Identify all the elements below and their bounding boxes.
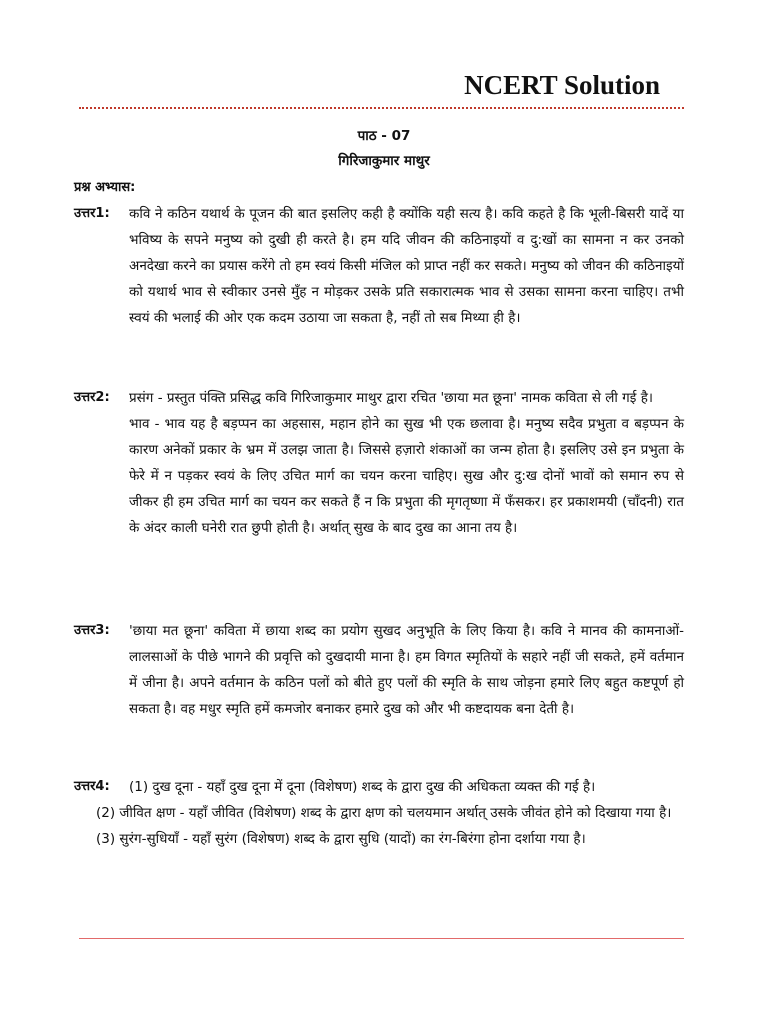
answer-3	[74, 618, 684, 722]
answer-label: उत्तर2:	[74, 390, 110, 405]
answer-label: उत्तर3:	[74, 623, 110, 638]
answer-label: उत्तर1:	[74, 206, 110, 221]
subitem-text: (3) सुरंग-सुधियाँ - यहाँ सुरंग (विशेषण) शब्द के द्वारा सुधि (यादों) का रंग-बिरंगा होना दर्शाया गया है।	[96, 831, 586, 847]
footer-divider	[79, 938, 684, 939]
subitem-text: (2) जीवित क्षण - यहाँ जीवित (विशेषण) शब्द के द्वारा क्षण को चलयमान अर्थात् उसके जीवंत होने को दिखाया गया है।	[96, 805, 672, 821]
answer-2	[74, 385, 684, 541]
answer-text: (1) दुख दूना - यहाँ दुख दूना में दूना (विशेषण) शब्द के द्वारा दुख की अधिकता व्यक्त की गई है।	[129, 779, 596, 795]
header-title: NCERT Solution	[464, 70, 660, 100]
answer-meaning: भाव - भाव यह है बड़प्पन का अहसास, महान होने का सुख भी एक छलावा है। मनुष्य सदैव प्रभुता व बड़प्पन के कारण अनेकों प्रकार के भ्रम में उलझ जाता है। जिससे हज़ारो शंकाओं का जन्म होता है। इसलिए उसे इन प्रभुता के फेरे में न पड़कर स्वयं के लिए उचित मार्ग का चयन करना चाहिए। सुख और दु:ख दोनों भावों को समान रुप से जीकर ही हम उचित मार्ग का चयन कर सकते हैं न कि प्रभुता की मृगतृष्णा में फँसकर। हर प्रकाशमयी (चाँदनी) रात के अंदर काली घनेरी रात छुपी होती है। अर्थात् सुख के बाद दुख का आना तय है।	[129, 416, 684, 536]
answer-label: उत्तर4:	[74, 779, 110, 794]
answer-1	[74, 201, 684, 331]
header-divider	[79, 107, 684, 112]
lesson-title: गिरिजाकुमार माथुर	[338, 153, 430, 169]
answer-text: 'छाया मत छूना' कविता में छाया शब्द का प्रयोग सुखद अनुभूति के लिए किया है। कवि ने मानव की कामनाओं-लालसाओं के पीछे भागने की प्रवृत्ति को दुखदायी माना है। हम विगत स्मृतियों के सहारे नहीं जी सकते, हमें वर्तमान में जीना है। अपने वर्तमान के कठिन पलों को बीते हुए पलों की स्मृति के साथ जोड़ना हमारे लिए बहुत कष्टपूर्ण हो सकता है। वह मधुर स्मृति हमें कमजोर बनाकर हमारे दुख को और भी कष्टदायक बना देती है।	[129, 623, 684, 717]
answer-text: कवि ने कठिन यथार्थ के पूजन की बात इसलिए कही है क्योंकि यही सत्य है। कवि कहते है कि भूली-बिसरी यादें या भविष्य के सपने मनुष्य को दुखी ही करते है। हम यदि जीवन की कठिनाइयों व दु:खों का सामना न कर उनको अनदेखा करने का प्रयास करेंगे तो हम स्वयं किसी मंजिल को प्राप्त नहीं कर सकते। मनुष्य को जीवन की कठिनाइयों को यथार्थ भाव से स्वीकार उनसे मुँह न मोड़कर उसके प्रति सकारात्मक भाव से उसका सामना करना चाहिए। तभी स्वयं की भलाई की ओर एक कदम उठाया जा सकता है, नहीं तो सब मिथ्या ही है।	[129, 206, 684, 326]
answer-context: प्रसंग - प्रस्तुत पंक्ति प्रसिद्ध कवि गिरिजाकुमार माथुर द्वारा रचित 'छाया मत छूना' नामक कविता से ली गई है।	[129, 390, 653, 406]
lesson-number: पाठ - 07	[357, 128, 411, 144]
answer-subitem-3	[74, 826, 684, 852]
answer-subitem-2	[74, 800, 684, 826]
section-label: प्रश्न अभ्यास:	[74, 180, 136, 195]
answer-4	[74, 774, 684, 852]
